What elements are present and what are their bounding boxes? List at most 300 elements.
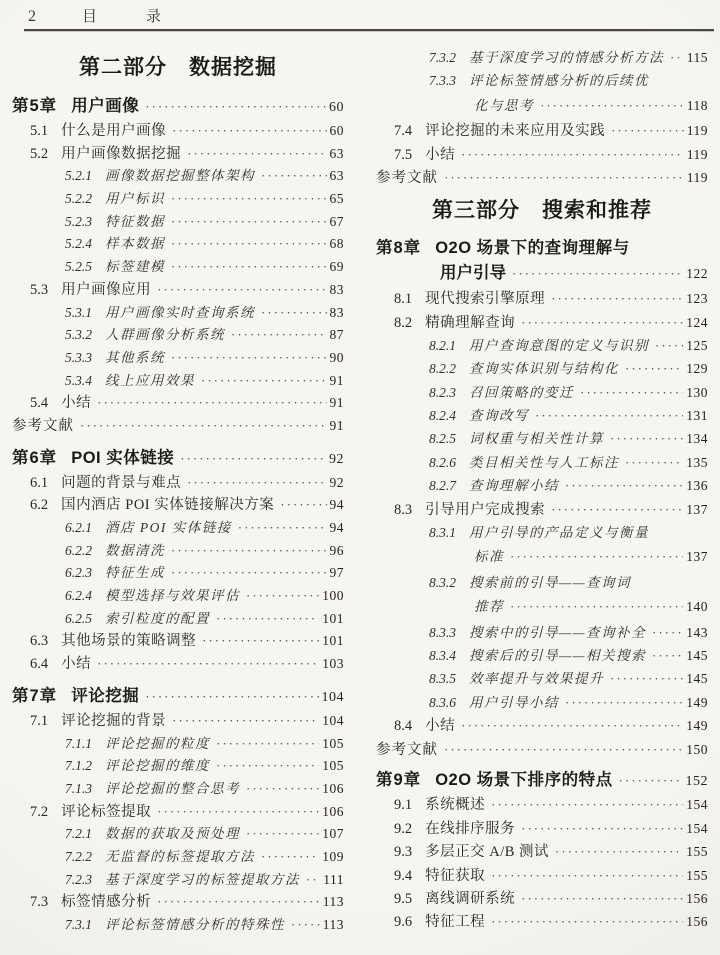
toc-entry-subsection — [376, 451, 708, 474]
entry-number: 7.5 — [394, 146, 413, 163]
entry-title: 现代搜索引擎原理 — [425, 291, 546, 308]
entry-title: 参考文献 — [376, 741, 438, 758]
entry-title: 数据清洗 — [105, 542, 165, 558]
toc-entry-subsection — [12, 517, 344, 540]
entry-number: 5.3 — [30, 281, 49, 298]
toc-entry-chapter — [12, 684, 344, 709]
toc-entry-section — [376, 119, 708, 142]
page-number: 91 — [329, 395, 344, 411]
page-number: 113 — [322, 917, 344, 932]
entry-title: 基于深度学习的标签提取方法 — [105, 871, 300, 887]
entry-title: 人群画像分析系统 — [105, 327, 225, 343]
page-number: 145 — [686, 671, 708, 687]
toc-entry-continuation — [376, 545, 708, 568]
toc-entry-continuation — [376, 94, 708, 117]
page-number: 137 — [686, 501, 708, 517]
entry-title: 用户引导小结 — [469, 694, 559, 710]
entry-title: 查询理解小结 — [469, 478, 559, 494]
dot-leader — [512, 262, 683, 285]
entry-title: 用户查询意图的定义与识别 — [469, 337, 649, 353]
entry-number: 8.2.4 — [429, 408, 456, 424]
entry-number: 8.2.1 — [429, 337, 456, 353]
toc-entry-subsection — [376, 381, 708, 404]
page-number: 124 — [686, 314, 708, 330]
page-number: 101 — [322, 610, 344, 626]
page-number: 155 — [686, 867, 708, 883]
page-number: 149 — [686, 694, 708, 710]
toc-entry-section — [12, 494, 344, 517]
dot-leader — [655, 334, 683, 357]
toc-entry-subsection — [376, 571, 708, 594]
toc-entry-subsection — [12, 256, 344, 279]
entry-number: 5.2.2 — [65, 191, 92, 207]
dot-leader — [670, 46, 684, 69]
dot-leader — [171, 188, 327, 211]
toc-entry-subsection — [12, 302, 344, 325]
entry-title: 小结 — [425, 718, 456, 735]
dot-leader — [216, 755, 319, 778]
entry-title: 画像数据挖掘整体架构 — [105, 168, 255, 184]
dot-leader — [171, 540, 327, 563]
entry-number: 6.2.2 — [65, 542, 92, 558]
entry-number: 8.2.5 — [429, 431, 456, 447]
dot-leader — [145, 684, 318, 709]
page-number: 154 — [686, 820, 708, 836]
toc-entry-subsection — [376, 46, 708, 69]
toc-entry-subsection — [376, 667, 708, 690]
dot-leader — [306, 869, 320, 892]
entry-title: 参考文献 — [12, 417, 74, 434]
entry-number: 8.3.5 — [429, 671, 456, 687]
entry-number: 8.3.6 — [429, 694, 456, 710]
dot-leader — [157, 891, 320, 914]
entry-title: 精确理解查询 — [425, 314, 516, 331]
entry-title: 评论标签情感分析的特殊性 — [105, 917, 285, 932]
entry-number: 7.2 — [30, 803, 49, 820]
entry-number: 7.2.3 — [65, 871, 92, 887]
toc-entry-section — [376, 864, 708, 887]
toc-entry-subsection — [376, 644, 708, 667]
dot-leader — [171, 256, 327, 279]
toc-entry-section — [376, 817, 708, 840]
entry-title: 评论标签情感分析的后续优 — [469, 73, 649, 89]
entry-number: 9.6 — [394, 914, 413, 931]
dot-leader — [216, 733, 319, 756]
dot-leader — [565, 691, 683, 714]
page-number: 155 — [686, 844, 708, 860]
page-number: 94 — [329, 497, 344, 513]
toc-entry-section — [376, 887, 708, 910]
entry-title: 评论挖掘的整合思考 — [105, 780, 240, 796]
toc-entry-subsection — [12, 165, 344, 188]
toc-entry-chapter — [376, 769, 708, 792]
entry-title: 查询实体识别与结构化 — [469, 361, 619, 377]
entry-number: 7.1.2 — [65, 758, 92, 774]
entry-title: 词权重与相关性计算 — [469, 431, 604, 447]
page-number: 109 — [322, 848, 344, 864]
dot-leader — [145, 94, 326, 119]
entry-title: 用户画像数据挖掘 — [61, 145, 182, 162]
entry-number: 6.4 — [30, 656, 49, 673]
entry-number: 8.2.2 — [429, 361, 456, 377]
toc-entry-section — [376, 143, 708, 166]
toc-entry-section — [376, 287, 708, 310]
dot-leader — [510, 545, 683, 568]
entry-number: 8.3.3 — [429, 624, 456, 640]
entry-title-continued: 推荐 — [474, 599, 504, 615]
dot-leader — [444, 738, 683, 761]
toc-entry-subsection — [12, 755, 344, 778]
entry-number: 9.2 — [394, 820, 413, 837]
dot-leader — [565, 474, 683, 497]
entry-title: 样本数据 — [105, 236, 165, 252]
dot-leader — [280, 494, 326, 517]
page-number: 100 — [322, 588, 344, 604]
toc-entry-subsection — [376, 521, 708, 544]
dot-leader — [611, 119, 684, 142]
part-heading: 第二部分 数据挖掘 — [79, 55, 277, 79]
dot-leader — [201, 370, 327, 393]
entry-number: 第5章 — [12, 97, 58, 115]
toc-entry-subsection — [376, 621, 708, 644]
entry-title: 搜索后的引导——相关搜索 — [469, 647, 647, 663]
dot-leader — [261, 302, 327, 325]
dot-leader — [231, 324, 327, 347]
dot-leader — [551, 498, 683, 521]
page-number: 91 — [329, 372, 344, 388]
toc-entry-section — [376, 840, 708, 863]
entry-number: 8.3.2 — [429, 574, 456, 590]
entry-title: POI 实体链接 — [71, 448, 175, 467]
toc-entry-subsection — [12, 608, 344, 631]
dot-leader — [580, 381, 683, 404]
dot-leader — [97, 653, 319, 676]
toc-entry-subsection — [12, 869, 344, 892]
toc-entry-continuation — [376, 262, 708, 285]
dot-leader — [551, 287, 683, 310]
dot-leader — [246, 585, 319, 608]
entry-number: 8.2.6 — [429, 454, 456, 470]
dot-leader — [80, 415, 327, 438]
dot-leader — [555, 840, 683, 863]
entry-title: 用户画像应用 — [61, 281, 152, 298]
page-number: 113 — [322, 894, 344, 910]
dot-leader — [625, 357, 683, 380]
page-number: 87 — [329, 327, 344, 343]
page-number: 149 — [686, 718, 708, 734]
toc-entry-section — [12, 143, 344, 166]
entry-title: 特征获取 — [425, 867, 486, 884]
entry-number: 5.3.4 — [65, 372, 92, 388]
entry-number: 9.5 — [394, 890, 413, 907]
page-number: 156 — [686, 890, 708, 906]
page-number: 135 — [686, 454, 708, 470]
toc-entry-subsection — [12, 540, 344, 563]
dot-leader — [521, 887, 683, 910]
dot-leader — [171, 211, 327, 234]
toc-column-left — [12, 46, 344, 937]
page-number: 83 — [329, 304, 344, 320]
page-number: 91 — [329, 417, 344, 433]
dot-leader — [180, 446, 326, 471]
page-number: 119 — [686, 146, 708, 162]
toc-entry-section — [12, 392, 344, 415]
toc-entry-subsection — [12, 347, 344, 370]
entry-title: 效率提升与效果提升 — [469, 671, 604, 687]
toc-entry-subsection — [12, 846, 344, 869]
page-number: 119 — [686, 123, 708, 139]
toc-entry-subsection — [12, 823, 344, 846]
toc-entry-references — [376, 738, 708, 761]
entry-title: 其他系统 — [105, 349, 165, 365]
entry-title-continued: 用户引导 — [440, 263, 506, 282]
toc-entry-subsection — [12, 733, 344, 756]
toc-entry-subsection — [376, 69, 708, 92]
dot-leader — [216, 608, 319, 631]
page-number: 136 — [686, 478, 708, 494]
entry-title: 小结 — [61, 656, 92, 673]
entry-title: 标签情感分析 — [61, 894, 152, 911]
entry-number: 6.2.3 — [65, 565, 92, 581]
entry-number: 5.2.1 — [65, 168, 92, 184]
page-number: 115 — [686, 50, 708, 65]
page-number: 106 — [322, 780, 344, 796]
dot-leader — [238, 517, 327, 540]
page-number: 150 — [686, 741, 708, 757]
entry-number: 7.1.1 — [65, 735, 92, 751]
page-number: 97 — [329, 565, 344, 581]
entry-title: 用户标识 — [105, 191, 165, 207]
page-number: 101 — [322, 633, 344, 649]
entry-number: 5.2.5 — [65, 259, 92, 275]
dot-leader — [510, 595, 683, 618]
entry-number: 7.2.1 — [65, 826, 92, 842]
page-number: 129 — [686, 361, 708, 377]
entry-number: 6.3 — [30, 633, 49, 650]
page-number: 130 — [686, 384, 708, 400]
entry-title: 参考文献 — [376, 169, 438, 186]
header-rule — [24, 29, 714, 31]
entry-title: 召回策略的变迁 — [469, 384, 574, 400]
entry-number: 7.2.2 — [65, 848, 92, 864]
entry-number: 6.2 — [30, 497, 49, 514]
entry-number: 8.3 — [394, 501, 413, 518]
entry-number: 5.2.4 — [65, 236, 92, 252]
entry-title: 特征数据 — [105, 213, 165, 229]
page-number: 92 — [329, 474, 344, 490]
dot-leader — [246, 778, 319, 801]
entry-title: 什么是用户画像 — [61, 123, 167, 139]
toc-entry-subsection — [12, 188, 344, 211]
entry-title: 国内酒店 POI 实体链接解决方案 — [61, 497, 275, 514]
toc-entry-section — [12, 120, 344, 143]
page-number: 92 — [329, 451, 344, 467]
toc-entry-section — [12, 801, 344, 824]
page-number: 123 — [686, 291, 708, 307]
dot-leader — [171, 347, 327, 370]
page-number: 134 — [686, 431, 708, 447]
running-title: 目 录 — [82, 9, 179, 25]
entry-number: 5.3.3 — [65, 349, 92, 365]
entry-number: 6.2.5 — [65, 610, 92, 626]
dot-leader — [625, 451, 683, 474]
toc-entry-chapter — [376, 237, 708, 260]
dot-leader — [172, 710, 319, 733]
entry-number: 8.2.7 — [429, 478, 456, 494]
toc-entry-subsection — [12, 233, 344, 256]
toc-entry-section — [12, 279, 344, 302]
dot-leader — [171, 562, 327, 585]
entry-title: 其他场景的策略调整 — [61, 633, 197, 650]
toc-column-right — [376, 46, 708, 934]
page-number: 65 — [329, 191, 344, 207]
dot-leader — [171, 233, 327, 256]
entry-title: 搜索中的引导——查询补全 — [469, 624, 647, 640]
page-number: 104 — [321, 689, 344, 705]
toc-entry-continuation — [376, 595, 708, 618]
page-number: 125 — [686, 337, 708, 353]
toc-entry-section — [376, 793, 708, 816]
toc-entry-subsection — [12, 914, 344, 937]
toc-entry-section — [376, 910, 708, 933]
page-number: 103 — [322, 656, 344, 672]
entry-number: 8.2.3 — [429, 384, 456, 400]
page-number: 68 — [329, 236, 344, 252]
entry-title: 模型选择与效果评估 — [105, 588, 240, 604]
entry-title: 线上应用效果 — [105, 372, 195, 388]
dot-leader — [521, 311, 683, 334]
dot-leader — [157, 279, 326, 302]
entry-number: 第7章 — [12, 686, 58, 705]
entry-number: 8.1 — [394, 291, 413, 308]
dot-leader — [187, 472, 326, 495]
entry-number: 9.1 — [394, 797, 413, 814]
entry-title-continued: 标准 — [474, 549, 504, 565]
entry-number: 8.3.1 — [429, 525, 456, 541]
entry-number: 5.4 — [30, 395, 49, 412]
toc-entry-section — [12, 472, 344, 495]
entry-number: 9.3 — [394, 844, 413, 861]
page-header — [28, 6, 710, 28]
dot-leader — [540, 94, 684, 117]
entry-title: O2O 场景下的查询理解与 — [435, 239, 630, 258]
page-number: 60 — [329, 100, 344, 115]
toc-entry-subsection — [376, 404, 708, 427]
entry-title: 特征工程 — [425, 914, 486, 931]
entry-title: 多层正交 A/B 测试 — [425, 844, 550, 861]
entry-title: 引导用户完成搜索 — [425, 501, 546, 518]
entry-title: 用户画像实时查询系统 — [105, 304, 255, 320]
entry-title: 酒店 POI 实体链接 — [105, 520, 232, 535]
entry-number: 5.2 — [30, 145, 49, 162]
page-number: 140 — [686, 599, 708, 615]
toc-entry-references — [12, 415, 344, 438]
dot-leader — [491, 793, 683, 816]
page-number: 69 — [329, 259, 344, 275]
toc-entry-chapter — [12, 446, 344, 471]
toc-entry-section — [12, 653, 344, 676]
entry-number: 8.4 — [394, 718, 413, 735]
entry-title: 类目相关性与人工标注 — [469, 454, 619, 470]
entry-title: 评论挖掘的背景 — [61, 712, 167, 729]
dot-leader — [491, 864, 683, 887]
entry-title: 系统概述 — [425, 797, 486, 814]
entry-number: 第6章 — [12, 448, 58, 467]
entry-title: 评论挖掘的未来应用及实践 — [425, 123, 606, 140]
toc-entry-subsection — [376, 357, 708, 380]
entry-title: 问题的背景与难点 — [61, 474, 182, 491]
dot-leader — [187, 143, 326, 166]
page-number: 145 — [686, 647, 708, 663]
toc-entry-section — [12, 710, 344, 733]
toc-entry-chapter — [12, 94, 344, 119]
page-number: 119 — [686, 169, 708, 185]
page-number: 94 — [329, 520, 344, 535]
dot-leader — [652, 644, 683, 667]
entry-title: 评论标签提取 — [61, 803, 152, 820]
page-number: 96 — [329, 542, 344, 558]
toc-entry-section — [12, 630, 344, 653]
toc-entry-subsection — [376, 334, 708, 357]
entry-title: 标签建模 — [105, 259, 165, 275]
entry-title: 特征生成 — [105, 565, 165, 581]
entry-title: 离线调研系统 — [425, 890, 516, 907]
dot-leader — [535, 404, 683, 427]
entry-title: 搜索前的引导——查询词 — [469, 574, 632, 590]
entry-number: 5.3.1 — [65, 304, 92, 320]
entry-number: 6.2.1 — [65, 520, 92, 535]
entry-title: 在线排序服务 — [425, 820, 516, 837]
page-number: 106 — [322, 803, 344, 819]
entry-title: 小结 — [425, 146, 456, 163]
page-number: 63 — [329, 168, 344, 184]
toc-entry-subsection — [376, 474, 708, 497]
toc-entry-subsection — [12, 370, 344, 393]
page-number: 152 — [685, 773, 708, 789]
entry-title: 用户画像 — [71, 97, 140, 115]
toc-entry-subsection — [12, 585, 344, 608]
entry-title: 查询改写 — [469, 408, 529, 424]
entry-title: 无监督的标签提取方法 — [105, 848, 255, 864]
dot-leader — [157, 801, 319, 824]
dot-leader — [619, 769, 683, 792]
entry-number: 5.2.3 — [65, 213, 92, 229]
page-number: 60 — [329, 123, 344, 138]
toc-entry-section — [376, 311, 708, 334]
dot-leader — [444, 166, 684, 189]
page-number: 118 — [686, 97, 708, 113]
entry-title: 评论挖掘 — [71, 686, 140, 705]
entry-number: 第9章 — [376, 770, 422, 789]
entry-number: 6.1 — [30, 474, 49, 491]
folio-page-number: 2 — [28, 8, 36, 25]
entry-title-continued: 化与思考 — [474, 97, 534, 113]
page-number: 107 — [322, 826, 344, 842]
entry-number: 7.1.3 — [65, 780, 92, 796]
page-number: 111 — [323, 871, 344, 887]
dot-leader — [461, 714, 683, 737]
page-number: 104 — [322, 712, 344, 728]
page-number: 63 — [329, 145, 344, 161]
toc-entry-section — [12, 891, 344, 914]
part-heading: 第三部分 搜索和推荐 — [432, 198, 652, 223]
entry-title: 小结 — [61, 395, 92, 412]
toc-entry-subsection — [12, 211, 344, 234]
dot-leader — [261, 165, 327, 188]
entry-number: 5.3.2 — [65, 327, 92, 343]
toc-entry-subsection — [376, 427, 708, 450]
dot-leader — [202, 630, 319, 653]
